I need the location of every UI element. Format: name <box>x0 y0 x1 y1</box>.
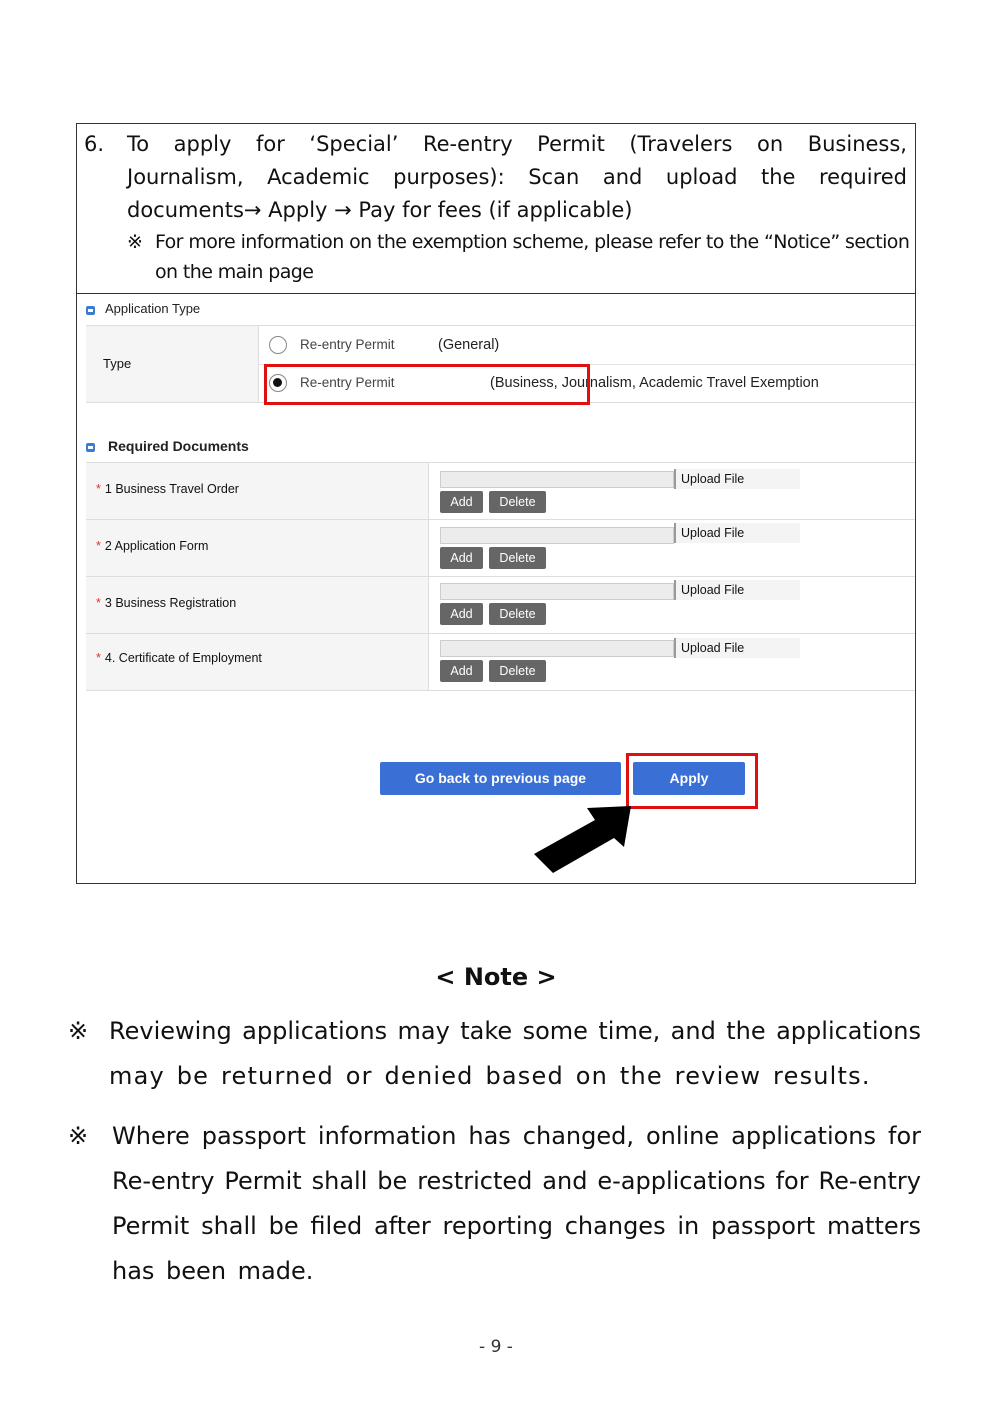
note-2-line-4: has been made. <box>112 1257 314 1285</box>
reference-mark: ※ <box>127 231 143 253</box>
document-label <box>96 539 208 553</box>
note-2-line-2: Re-entry Permit shall be restricted and e-applications for Re-entry <box>112 1167 921 1195</box>
upload-file-button[interactable]: Upload File <box>674 638 800 658</box>
note-1-line-1: Reviewing applications may take some time, and the applications <box>109 1017 921 1045</box>
highlight-apply-button <box>626 753 758 809</box>
document-label <box>96 482 239 496</box>
note-2-line-1: Where passport information has changed, online applications for <box>112 1122 921 1150</box>
document-number: 3 <box>104 596 112 610</box>
type-label-cell <box>86 326 259 402</box>
highlight-special-option <box>264 364 590 405</box>
file-path-field[interactable] <box>440 527 674 544</box>
delete-button[interactable]: Delete <box>489 547 546 569</box>
add-button[interactable]: Add <box>440 491 483 513</box>
document-label <box>96 596 236 610</box>
document-number: 1 <box>104 482 112 496</box>
page-number: - 9 - <box>479 1337 513 1357</box>
note-1-line-2: may be returned or denied based on the review results. <box>109 1062 871 1090</box>
document-name: Business Travel Order <box>115 482 239 496</box>
section-bullet-icon <box>86 306 95 315</box>
apply-button[interactable]: Apply <box>633 762 745 795</box>
document-label-cell <box>86 520 429 576</box>
file-path-field[interactable] <box>440 640 674 657</box>
required-documents-title: Required Documents <box>108 438 249 454</box>
type-label: Type <box>103 356 132 371</box>
step-number: 6. <box>84 132 105 156</box>
add-button[interactable]: Add <box>440 547 483 569</box>
application-type-title: Application Type <box>105 301 201 316</box>
document-label <box>96 651 262 665</box>
option-special-name: Re-entry Permit <box>300 375 395 390</box>
add-button[interactable]: Add <box>440 660 483 682</box>
document-row <box>86 520 915 577</box>
document-label-cell <box>86 577 429 633</box>
document-number: 2 <box>104 539 112 553</box>
add-button[interactable]: Add <box>440 603 483 625</box>
document-row <box>86 634 915 691</box>
required-star: * <box>96 482 101 496</box>
option-general-name: Re-entry Permit <box>300 337 395 352</box>
pointer-arrow-icon <box>532 804 637 876</box>
note-mark-1: ※ <box>68 1017 89 1045</box>
upload-file-button[interactable]: Upload File <box>674 523 800 543</box>
document-name: Application Form <box>114 539 209 553</box>
step-line-1: To apply for ‘Special’ Re-entry Permit (Travelers on Business, <box>127 132 907 156</box>
step-6-box <box>77 124 915 294</box>
section-bullet-icon <box>86 443 95 452</box>
upload-file-button[interactable]: Upload File <box>674 580 800 600</box>
delete-button[interactable]: Delete <box>489 603 546 625</box>
note-mark-2: ※ <box>68 1122 89 1150</box>
step-line-3: documents→ Apply → Pay for fees (if applicable) <box>127 198 633 222</box>
document-row <box>86 577 915 634</box>
document-row <box>86 463 915 520</box>
file-path-field[interactable] <box>440 583 674 600</box>
note-title: < Note > <box>435 963 557 991</box>
required-star: * <box>96 596 101 610</box>
option-general-detail: (General) <box>438 337 500 353</box>
reference-line-1: For more information on the exemption scheme, please refer to the “Notice” section <box>155 231 910 253</box>
document-name: Business Registration <box>115 596 237 610</box>
radio-general[interactable] <box>269 336 287 354</box>
instruction-frame <box>76 123 916 884</box>
step-line-2: Journalism, Academic purposes): Scan and upload the required <box>127 165 907 189</box>
delete-button[interactable]: Delete <box>489 491 546 513</box>
upload-file-button[interactable]: Upload File <box>674 469 800 489</box>
required-star: * <box>96 539 101 553</box>
reference-line-2: on the main page <box>155 261 314 283</box>
document-label-cell <box>86 463 429 519</box>
document-label-cell <box>86 634 429 690</box>
document-number: 4. <box>104 651 116 665</box>
file-path-field[interactable] <box>440 471 674 488</box>
document-name: Certificate of Employment <box>118 651 262 665</box>
delete-button[interactable]: Delete <box>489 660 546 682</box>
note-2-line-3: Permit shall be filed after reporting changes in passport matters <box>112 1212 921 1240</box>
go-back-button[interactable]: Go back to previous page <box>380 762 621 795</box>
required-star: * <box>96 651 101 665</box>
option-special-detail: (Business, Journalism, Academic Travel Exemption <box>490 375 819 391</box>
